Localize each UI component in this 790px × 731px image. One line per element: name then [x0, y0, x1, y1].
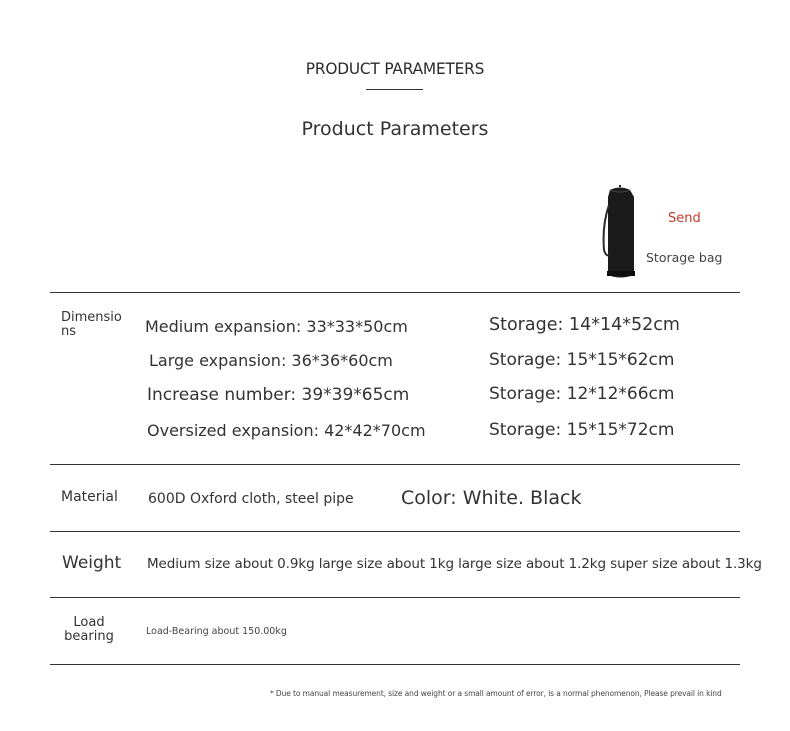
storage-bag-icon	[600, 185, 640, 280]
send-label: Send	[668, 211, 701, 226]
material-value: 600D Oxford cloth, steel pipe	[148, 491, 354, 507]
page-title: PRODUCT PARAMETERS	[305, 59, 485, 78]
dimension-expansion: Large expansion: 36*36*60cm	[149, 351, 393, 370]
dimension-expansion: Increase number: 39*39*65cm	[147, 385, 410, 405]
divider	[50, 531, 740, 532]
divider	[50, 292, 740, 293]
divider	[50, 597, 740, 598]
storage-bag-label: Storage bag	[646, 250, 723, 265]
page-subtitle: Product Parameters	[301, 118, 489, 140]
dimension-storage: Storage: 15*15*62cm	[489, 350, 675, 370]
material-label: Material	[61, 489, 118, 505]
load-bearing-value: Load-Bearing about 150.00kg	[146, 626, 287, 637]
dimension-expansion: Medium expansion: 33*33*50cm	[145, 317, 408, 336]
weight-value: Medium size about 0.9kg large size about 1kg large size about 1.2kg super size about 1.3kg	[147, 556, 762, 572]
weight-label: Weight	[62, 553, 122, 573]
divider	[50, 464, 740, 465]
dimension-storage: Storage: 15*15*72cm	[489, 420, 675, 440]
load-bearing-label: Load bearing	[64, 615, 114, 644]
divider	[50, 664, 740, 665]
dimension-storage: Storage: 14*14*52cm	[489, 315, 680, 335]
dimension-storage: Storage: 12*12*66cm	[489, 384, 675, 404]
dimensions-label: Dimensions	[61, 310, 122, 339]
dimension-expansion: Oversized expansion: 42*42*70cm	[147, 421, 426, 440]
footnote: * Due to manual measurement, size and weight or a small amount of error, is a normal phenomenon, Please prevail in kind	[270, 689, 722, 698]
title-underline	[366, 89, 423, 90]
color-value: Color: White. Black	[401, 487, 582, 509]
